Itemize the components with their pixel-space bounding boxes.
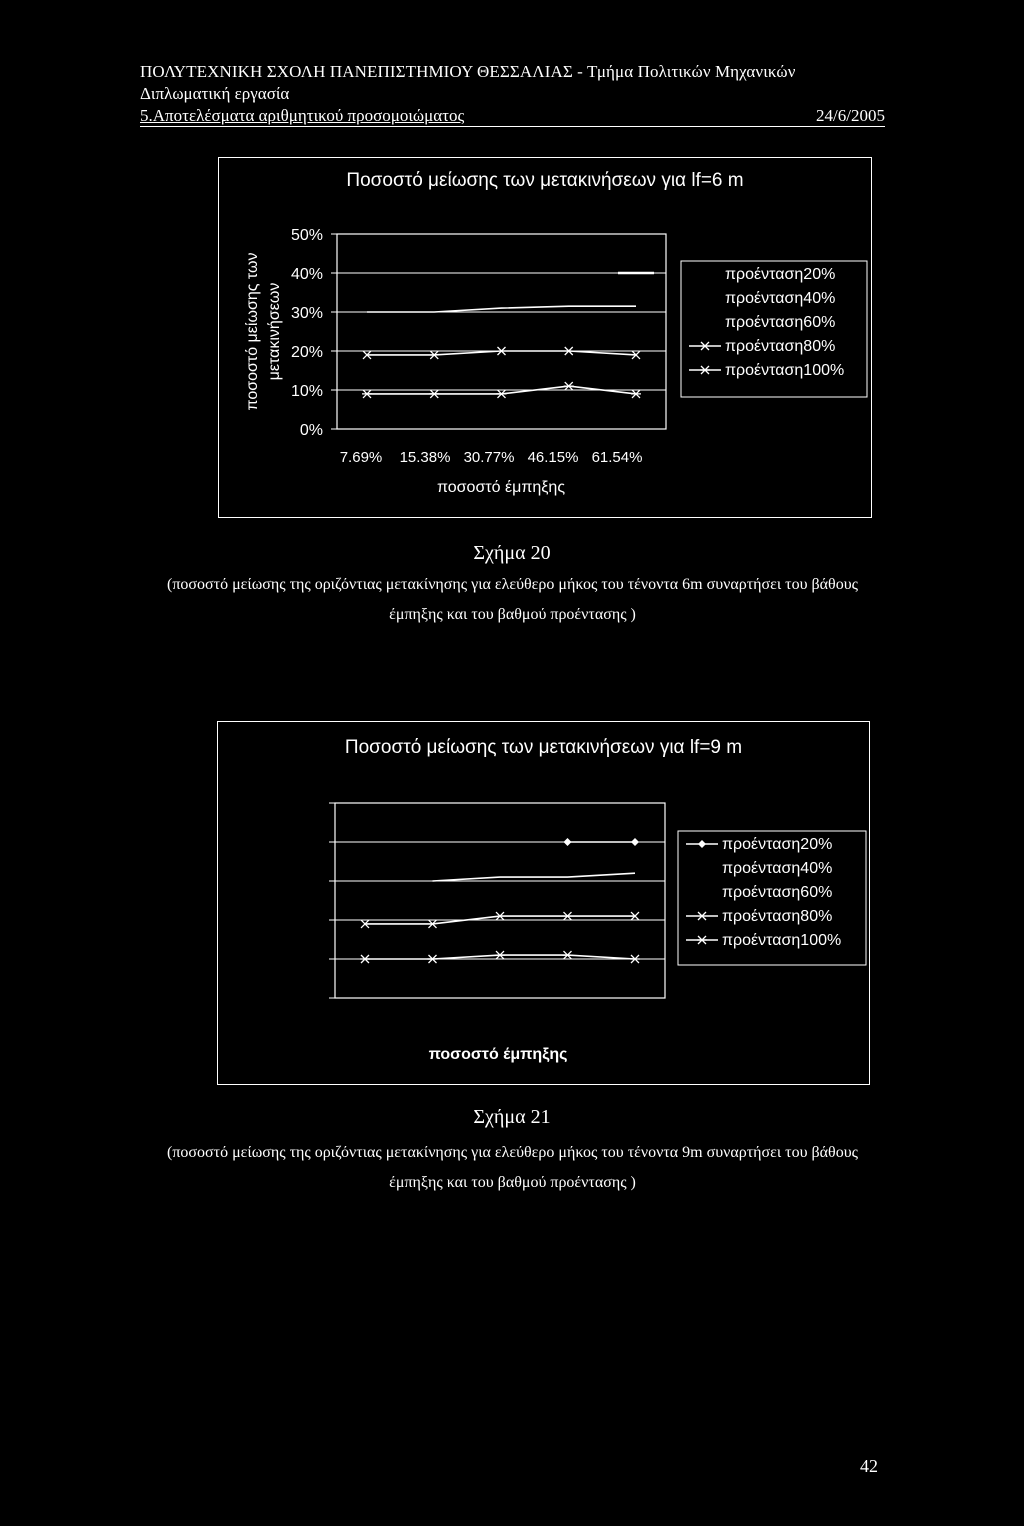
plot-area — [337, 234, 666, 429]
legend-entry: προένταση60% — [725, 314, 836, 331]
x-tick-label: 30.77% — [463, 449, 515, 466]
series-marker — [563, 951, 573, 959]
legend-entry: προένταση40% — [722, 860, 833, 877]
legend-entry: προένταση100% — [725, 362, 845, 379]
legend-entry: προένταση20% — [722, 836, 833, 853]
series-marker — [631, 390, 641, 398]
legend-entry: προένταση100% — [722, 932, 842, 949]
x-tick-label: 61.54% — [591, 449, 643, 466]
series-marker — [428, 955, 438, 963]
figure-21-title: Σχήμα 21 — [473, 1106, 551, 1128]
chart-title: Ποσοστό μείωσης των μετακινήσεων για lf=6 m — [346, 170, 744, 191]
legend-entry: προένταση20% — [725, 266, 836, 283]
y-tick-label: 50% — [290, 227, 323, 244]
series-marker — [630, 955, 640, 963]
y-tick-label: 20% — [290, 344, 323, 361]
y-tick-label: 30% — [290, 305, 323, 322]
series-marker — [631, 838, 639, 846]
series-marker — [564, 382, 574, 390]
y-tick-label: 10% — [290, 383, 323, 400]
figure-21-caption: (ποσοστό μείωσης της οριζόντιας μετακίνησης για ελεύθερο μήκος του τένοντα 9m συναρτήσει του βάθους έμπηξης και του βαθμού προέντασης ) — [167, 1144, 858, 1191]
institution-header: ΠΟΛΥΤΕΧΝΙΚΗ ΣΧΟΛΗ ΠΑΝΕΠΙΣΤΗΜΙΟΥ ΘΕΣΣΑΛΙΑΣ - Τμήμα Πολιτικών Μηχανικών — [140, 62, 796, 81]
series-marker — [700, 366, 710, 374]
section-title: 5.Αποτελέσματα αριθμητικού προσομοιώματος — [140, 106, 465, 125]
legend-entry: προένταση80% — [722, 908, 833, 925]
chart-frame-lf9 — [217, 721, 870, 1085]
series-line — [367, 306, 636, 312]
x-axis-label: ποσοστό έμπηξης — [428, 1046, 568, 1063]
plot-area — [335, 803, 665, 998]
legend-entry: προένταση60% — [722, 884, 833, 901]
legend-entry: προένταση40% — [725, 290, 836, 307]
series-marker — [698, 840, 706, 848]
series-marker — [697, 936, 707, 944]
chart-svg-lf6 — [219, 158, 871, 517]
series-marker — [360, 955, 370, 963]
chart-frame-lf6 — [218, 157, 872, 518]
document-type: Διπλωματική εργασία — [140, 84, 290, 103]
chart-svg-lf9 — [218, 722, 869, 1084]
x-tick-label: 46.15% — [527, 449, 579, 466]
y-axis-label: μετακινήσεων — [266, 282, 283, 381]
series-marker — [429, 390, 439, 398]
header-date: 24/6/2005 — [816, 106, 885, 125]
chart-title: Ποσοστό μείωσης των μετακινήσεων για lf=9 m — [344, 737, 743, 758]
series-marker — [497, 390, 507, 398]
y-tick-label: 40% — [290, 266, 323, 283]
series-marker — [564, 838, 572, 846]
x-tick-label: 15.38% — [399, 449, 451, 466]
series-marker — [362, 390, 372, 398]
series-marker — [495, 951, 505, 959]
x-tick-label: 7.69% — [339, 449, 383, 466]
x-axis-label: ποσοστό έμπηξης — [436, 479, 566, 496]
figure-20-caption: (ποσοστό μείωσης της οριζόντιας μετακίνησης για ελεύθερο μήκος του τένοντα 6m συναρτήσει του βάθους έμπηξης και του βαθμού προέντασης ) — [167, 576, 858, 623]
y-tick-label: 0% — [299, 422, 323, 439]
page-number: 42 — [860, 1456, 878, 1476]
legend-entry: προένταση80% — [725, 338, 836, 355]
series-line — [433, 873, 636, 881]
section-header-row — [140, 106, 885, 127]
figure-20-title: Σχήμα 20 — [473, 542, 551, 564]
y-axis-label: ποσοστό μείωσης των — [244, 252, 261, 411]
